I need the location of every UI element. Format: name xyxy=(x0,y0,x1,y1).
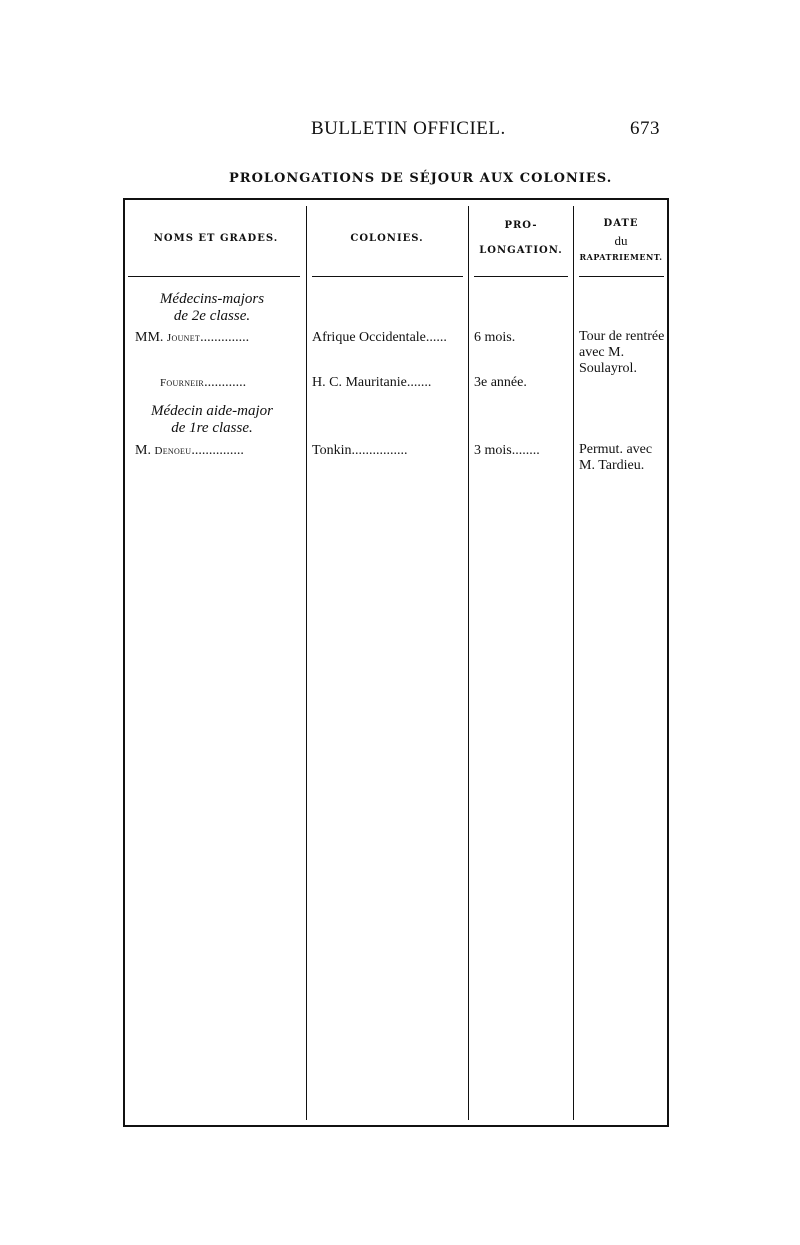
name-prefix: M. xyxy=(135,443,151,458)
header-rule xyxy=(128,276,300,277)
header-rule xyxy=(312,276,463,277)
grade-heading xyxy=(127,403,297,437)
table-row-colonie: Tonkin................ xyxy=(312,443,408,458)
name-prefix: MM. xyxy=(135,330,164,345)
table-title: PROLONGATIONS DE SÉJOUR AUX COLONIES. xyxy=(229,171,613,186)
person-name: Denoeu xyxy=(154,445,192,457)
running-head xyxy=(0,118,800,146)
header-rule xyxy=(474,276,568,277)
table-row-prolongation: 3e année. xyxy=(474,375,527,390)
header-noms: NOMS ET GRADES. xyxy=(153,233,279,244)
grade-heading-line2: de 1re classe. xyxy=(171,420,253,436)
page-number: 673 xyxy=(630,118,660,139)
column-rule xyxy=(306,206,307,1120)
dot-leader: ............... xyxy=(191,443,244,458)
header-prolongation-line1: PRO- xyxy=(504,220,538,231)
table-row-name xyxy=(160,374,246,392)
column-rule xyxy=(468,206,469,1120)
table-row-prolongation: 3 mois........ xyxy=(474,443,540,458)
header-date-line2: du xyxy=(614,233,628,248)
grade-heading xyxy=(127,291,297,325)
header-rule xyxy=(579,276,664,277)
column-rule xyxy=(573,206,574,1120)
table-row-colonie: H. C. Mauritanie....... xyxy=(312,375,432,390)
dot-leader: .............. xyxy=(200,330,250,345)
grade-heading-line1: Médecins-majors xyxy=(159,291,265,307)
person-name: Fourneir xyxy=(160,377,205,389)
grade-heading-line2: de 2e classe. xyxy=(173,308,251,324)
header-date-line1: DATE xyxy=(603,218,639,229)
table-row-name xyxy=(135,329,249,347)
table-row-colonie: Afrique Occidentale...... xyxy=(312,330,447,345)
table-row-rapatriement: Tour de rentrée avec M. Soulayrol. xyxy=(579,329,665,376)
table-row-rapatriement: Permut. avec M. Tardieu. xyxy=(579,442,653,473)
header-date-line3: RAPATRIEMENT. xyxy=(579,252,663,262)
header-colonies: COLONIES. xyxy=(350,233,424,244)
journal-title: BULLETIN OFFICIEL. xyxy=(311,118,506,139)
person-name: Jounet xyxy=(166,332,201,344)
dot-leader: ............ xyxy=(204,375,247,390)
grade-heading-line1: Médecin aide-major xyxy=(150,403,274,419)
header-prolongation-line2: LONGATION. xyxy=(479,245,563,256)
table-row-prolongation: 6 mois. xyxy=(474,330,516,345)
table-row-name xyxy=(135,442,244,460)
